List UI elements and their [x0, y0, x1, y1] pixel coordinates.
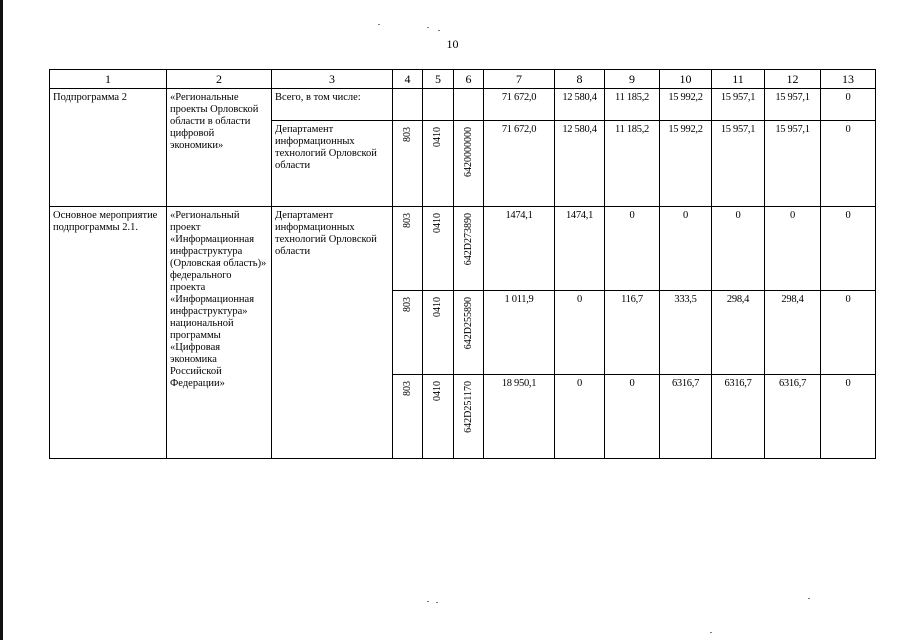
value-cell: 15 957,1: [712, 121, 765, 207]
code-cell: [454, 121, 484, 207]
value-cell: 0: [821, 207, 876, 291]
value-cell: 12 580,4: [555, 89, 605, 121]
column-header: 5: [423, 70, 454, 89]
program-name: Основное мероприятие подпрограммы 2.1.: [50, 207, 167, 459]
scan-speck: [438, 30, 440, 31]
column-header: 6: [454, 70, 484, 89]
value-cell: 0: [765, 207, 821, 291]
column-header: 11: [712, 70, 765, 89]
value-cell: 0: [821, 121, 876, 207]
code-cell: [454, 375, 484, 459]
section-code: 0410: [432, 297, 443, 317]
code-cell: [423, 375, 454, 459]
budget-table: [49, 69, 876, 459]
ministry-code: 803: [401, 381, 413, 396]
scan-speck: [436, 602, 438, 603]
value-cell: 11 185,2: [605, 89, 660, 121]
scan-edge: [0, 0, 3, 640]
ministry-code: 803: [401, 297, 413, 312]
value-cell: 71 672,0: [484, 89, 555, 121]
department-name: Департамент информационных технологий Орловской области: [272, 207, 393, 459]
scan-speck: [427, 601, 429, 602]
value-cell: 0: [555, 375, 605, 459]
scan-speck: [427, 27, 429, 28]
table-row: [50, 89, 876, 121]
value-cell: 11 185,2: [605, 121, 660, 207]
scan-speck: [378, 24, 380, 25]
value-cell: 71 672,0: [484, 121, 555, 207]
column-header-row: [50, 70, 876, 89]
column-header: 3: [272, 70, 393, 89]
code-cell: [393, 375, 423, 459]
value-cell: 0: [821, 375, 876, 459]
value-cell: 0: [821, 291, 876, 375]
value-cell: 0: [821, 89, 876, 121]
value-cell: 0: [555, 291, 605, 375]
column-header: 13: [821, 70, 876, 89]
target-code: 6420000000: [462, 127, 474, 177]
code-cell: [423, 121, 454, 207]
section-code: 0410: [432, 127, 443, 147]
value-cell: 15 992,2: [660, 121, 712, 207]
ministry-code: 803: [401, 127, 413, 142]
column-header: 8: [555, 70, 605, 89]
code-cell: [423, 291, 454, 375]
project-name: «Региональные проекты Орловской области в области цифровой экономики»: [167, 89, 272, 207]
value-cell: 12 580,4: [555, 121, 605, 207]
code-cell: [393, 89, 423, 121]
value-cell: 1474,1: [555, 207, 605, 291]
scan-speck: [710, 632, 712, 633]
scan-speck: [808, 598, 810, 599]
table-row: [50, 207, 876, 291]
value-cell: 1 011,9: [484, 291, 555, 375]
column-header: 4: [393, 70, 423, 89]
target-code: 642D255890: [462, 297, 474, 350]
value-cell: 6316,7: [765, 375, 821, 459]
column-header: 12: [765, 70, 821, 89]
value-cell: 15 957,1: [712, 89, 765, 121]
ministry-code: 803: [401, 213, 413, 228]
page-number: 10: [446, 37, 459, 51]
value-cell: 298,4: [712, 291, 765, 375]
column-header: 1: [50, 70, 167, 89]
value-cell: 0: [660, 207, 712, 291]
value-cell: 6316,7: [712, 375, 765, 459]
value-cell: 333,5: [660, 291, 712, 375]
department-name: Департамент информационных технологий Орловской области: [272, 121, 393, 207]
column-header: 10: [660, 70, 712, 89]
total-label: Всего, в том числе:: [272, 89, 393, 121]
value-cell: 1474,1: [484, 207, 555, 291]
column-header: 9: [605, 70, 660, 89]
value-cell: 18 950,1: [484, 375, 555, 459]
value-cell: 116,7: [605, 291, 660, 375]
code-cell: [393, 291, 423, 375]
program-name: Подпрограмма 2: [50, 89, 167, 207]
value-cell: 15 992,2: [660, 89, 712, 121]
project-name: «Региональный проект «Информационная инфраструктура (Орловская область)» федерального проекта «Информационная инфраструктура» национальной программы «Цифровая экономика Российской Федерации»: [167, 207, 272, 459]
section-code: 0410: [432, 381, 443, 401]
target-code: 642D251170: [462, 381, 474, 433]
column-header: 7: [484, 70, 555, 89]
value-cell: 0: [605, 375, 660, 459]
code-cell: [393, 207, 423, 291]
code-cell: [454, 207, 484, 291]
target-code: 642D273890: [462, 213, 474, 266]
value-cell: 0: [712, 207, 765, 291]
value-cell: 298,4: [765, 291, 821, 375]
section-code: 0410: [432, 213, 443, 233]
value-cell: 15 957,1: [765, 89, 821, 121]
code-cell: [423, 207, 454, 291]
code-cell: [454, 291, 484, 375]
value-cell: 6316,7: [660, 375, 712, 459]
column-header: 2: [167, 70, 272, 89]
value-cell: 0: [605, 207, 660, 291]
code-cell: [393, 121, 423, 207]
code-cell: [423, 89, 454, 121]
code-cell: [454, 89, 484, 121]
value-cell: 15 957,1: [765, 121, 821, 207]
